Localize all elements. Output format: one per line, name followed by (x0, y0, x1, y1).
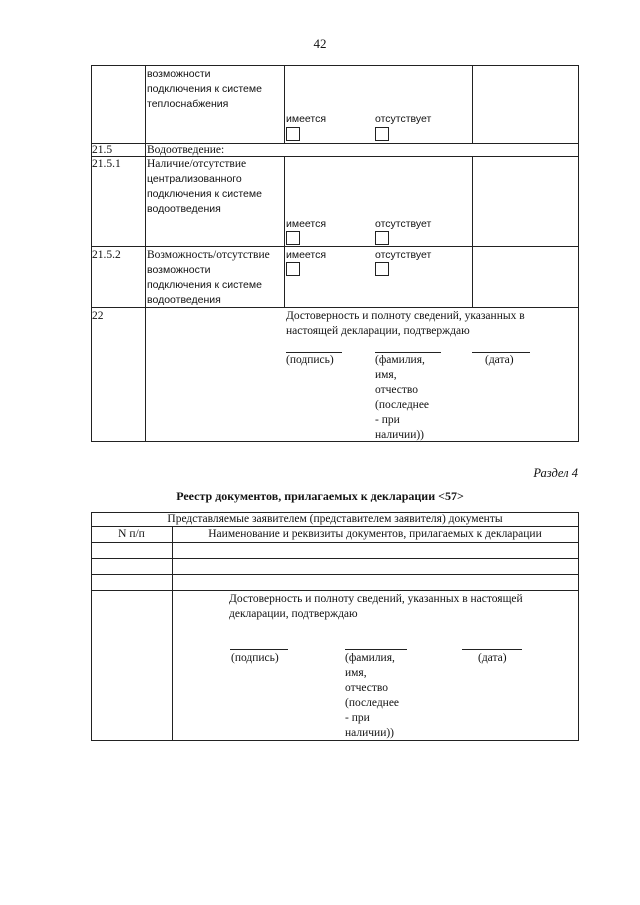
column-header-number: N п/п (118, 528, 145, 540)
table1-row-divider (91, 246, 579, 247)
confirmation-text: Достоверность и полноту сведений, указанных в (286, 310, 525, 322)
confirmation-text: Достоверность и полноту сведений, указанных в настоящей (229, 593, 523, 605)
fio-caption-line: имя, (375, 369, 397, 381)
absent-checkbox[interactable] (375, 231, 389, 245)
row-number: 21.5.1 (92, 158, 121, 170)
date-caption: (дата) (478, 652, 507, 664)
row-number: 21.5 (92, 144, 113, 156)
section-label: Раздел 4 (533, 466, 578, 480)
date-line (462, 649, 522, 650)
fio-line (345, 649, 407, 650)
row-number: 21.5.2 (92, 249, 121, 261)
fio-caption-line: (последнее (375, 399, 430, 411)
table2-border-bottom (91, 740, 579, 741)
table1-border-bottom (91, 441, 579, 442)
row-label-line: водоотведения (147, 203, 221, 215)
row-label-line: Возможность/отсутствие (147, 249, 270, 261)
row-label-line: централизованного (147, 173, 242, 185)
table1-border-top (91, 65, 579, 66)
row-label-line: возможности (147, 68, 211, 80)
option-absent-label: отсутствует (375, 113, 432, 125)
fio-caption-line: отчество (345, 682, 389, 694)
fio-caption-line: - при (375, 414, 400, 426)
option-has-label: имеется (286, 249, 327, 261)
table2-header: Представляемые заявителем (представителем заявителя) документы (167, 513, 503, 525)
row-label-line: Наличие/отсутствие (147, 158, 247, 170)
option-absent-label: отсутствует (375, 218, 432, 230)
has-checkbox[interactable] (286, 127, 300, 141)
table2-row-divider (91, 590, 579, 591)
table1-border-right (578, 65, 579, 442)
table1-row-divider (91, 307, 579, 308)
absent-checkbox[interactable] (375, 127, 389, 141)
row-label-line: подключения к системе (147, 279, 262, 291)
row-number: 22 (92, 310, 104, 322)
table2-border-right (578, 512, 579, 741)
table1-col-divider (472, 156, 473, 307)
fio-caption-line: (фамилия, (345, 652, 395, 664)
row-label-line: водоотведения (147, 294, 221, 306)
table2-row-divider (91, 558, 579, 559)
column-header-name: Наименование и реквизиты документов, прилагаемых к декларации (208, 528, 542, 540)
row-label-line: теплоснабжения (147, 98, 229, 110)
confirmation-text: настоящей декларации, подтверждаю (286, 325, 470, 337)
date-caption: (дата) (485, 354, 514, 366)
row-label-line: подключения к системе (147, 83, 262, 95)
row-label-line: возможности (147, 264, 211, 276)
option-absent-label: отсутствует (375, 249, 432, 261)
has-checkbox[interactable] (286, 231, 300, 245)
table2-col-divider (172, 526, 173, 741)
option-has-label: имеется (286, 218, 327, 230)
signature-line (230, 649, 288, 650)
table2-row-divider (91, 574, 579, 575)
fio-caption-line: (последнее (345, 697, 400, 709)
fio-caption-line: - при (345, 712, 370, 724)
fio-caption-line: отчество (375, 384, 419, 396)
has-checkbox[interactable] (286, 262, 300, 276)
option-has-label: имеется (286, 113, 327, 125)
signature-caption: (подпись) (231, 652, 279, 664)
fio-caption-line: наличии)) (345, 727, 395, 739)
row-label-line: подключения к системе (147, 188, 262, 200)
table2-row-divider (91, 542, 579, 543)
fio-caption-line: наличии)) (375, 429, 425, 441)
fio-caption-line: (фамилия, (375, 354, 425, 366)
table1-col-divider (284, 65, 285, 143)
row-label-line: Водоотведение: (147, 144, 225, 156)
table1-col-divider (145, 65, 146, 442)
page-number: 42 (313, 36, 327, 51)
signature-caption: (подпись) (286, 354, 334, 366)
confirmation-text: декларации, подтверждаю (229, 608, 358, 620)
section-title: Реестр документов, прилагаемых к декларации <57> (176, 489, 464, 503)
table1-col-divider (284, 156, 285, 307)
table2-border-left (91, 512, 92, 741)
absent-checkbox[interactable] (375, 262, 389, 276)
table1-col-divider (472, 65, 473, 143)
fio-caption-line: имя, (345, 667, 367, 679)
